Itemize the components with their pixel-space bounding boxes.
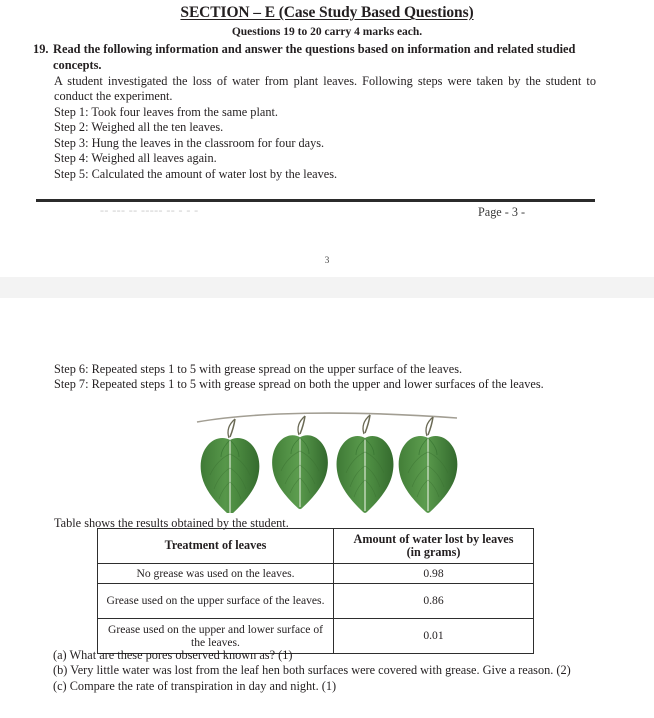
experiment-steps-continued xyxy=(54,362,597,393)
column-header-amount-line2: (in grams) xyxy=(406,545,461,559)
leaf-3 xyxy=(337,415,394,513)
leaf-2 xyxy=(272,416,328,509)
cell-amount: 0.01 xyxy=(334,619,534,654)
question-number: 19. xyxy=(33,42,49,56)
cell-amount: 0.86 xyxy=(334,584,534,619)
column-header-amount xyxy=(334,529,534,564)
sub-question-a: (a) What are these pores observed known as? (1) xyxy=(53,648,293,662)
column-header-treatment: Treatment of leaves xyxy=(98,529,334,564)
sheet-number: 3 xyxy=(324,256,330,266)
page-number-label: Page - 3 - xyxy=(478,205,526,219)
page-separator-band xyxy=(0,277,654,298)
marks-note: Questions 19 to 20 carry 4 marks each. xyxy=(231,26,423,38)
step-item: Step 6: Repeated steps 1 to 5 with grease spread on the upper surface of the leaves. xyxy=(54,362,463,376)
leaf-4 xyxy=(399,417,458,513)
footer-divider-rule xyxy=(36,199,595,202)
table-row xyxy=(98,564,534,584)
cell-treatment: No grease was used on the leaves. xyxy=(98,564,334,584)
sub-question-b: (b) Very little water was lost from the leaf hen both surfaces were covered with grease. Give a reason. (2) xyxy=(53,663,571,678)
step-item: Step 7: Repeated steps 1 to 5 with grease spread on both the upper and lower surfaces of the leaves. xyxy=(54,377,544,392)
sub-questions-list xyxy=(53,648,598,694)
table-caption: Table shows the results obtained by the student. xyxy=(54,516,289,530)
cell-amount: 0.98 xyxy=(334,564,534,584)
hanging-string xyxy=(197,413,457,422)
step-item: Step 5: Calculated the amount of water lost by the leaves. xyxy=(54,166,338,181)
table-row xyxy=(98,584,534,619)
footer-clipped-text: -- --- -- ----- -- - - - xyxy=(100,203,199,212)
page-title-text: SECTION – E (Case Study Based Questions) xyxy=(180,4,474,21)
question-stem: Read the following information and answer the questions based on information and related studied concepts. xyxy=(53,42,576,72)
step-item: Step 3: Hung the leaves in the classroom for four days. xyxy=(54,135,325,150)
step-item: Step 1: Took four leaves from the same plant. xyxy=(54,105,278,119)
table-header-row xyxy=(98,529,534,564)
results-table xyxy=(97,528,534,654)
step-item: Step 4: Weighed all leaves again. xyxy=(54,151,217,166)
page-title xyxy=(0,4,654,22)
leaf-1 xyxy=(201,419,260,513)
experiment-steps-list xyxy=(54,105,599,182)
cell-treatment: Grease used on the upper and lower surface of the leaves. xyxy=(98,619,334,654)
leaves-illustration xyxy=(195,408,460,513)
step-item: Step 2: Weighed all the ten leaves. xyxy=(54,120,224,135)
cell-treatment: Grease used on the upper surface of the leaves. xyxy=(98,584,334,619)
sub-question-c: (c) Compare the rate of transpiration in day and night. (1) xyxy=(53,678,337,693)
question-intro-paragraph: A student investigated the loss of water from plant leaves. Following steps were taken by the student to conduct the experiment. xyxy=(54,74,596,104)
column-header-amount-line1: Amount of water lost by leaves xyxy=(353,531,514,546)
